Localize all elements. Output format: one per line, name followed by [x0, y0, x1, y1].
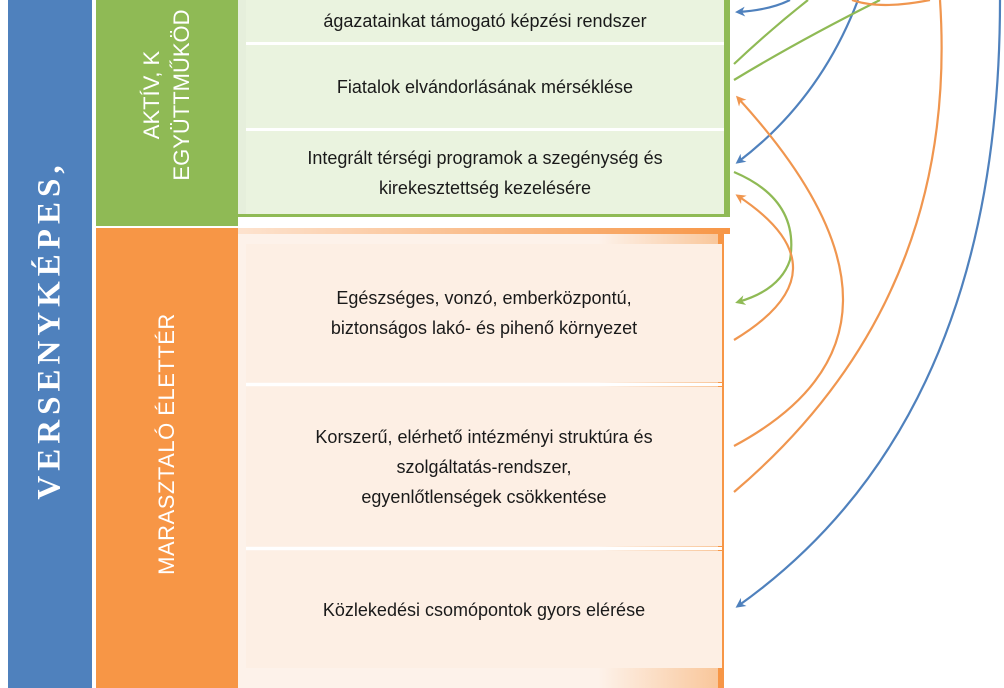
green-box-integrated-programs-line1: Integrált térségi programok a szegénység és — [307, 147, 663, 168]
green-box-youth-migration-text: Fiatalok elvándorlásának mérséklése — [336, 76, 634, 97]
blue-arrow-transport — [738, 0, 1000, 606]
orange-box-transport-text: Közlekedési csomópontok gyors elérése — [322, 599, 646, 620]
green-box-training-text: ágazatainkat támogató képzési rendszer — [323, 11, 647, 31]
green-arrow-upper-2 — [734, 0, 880, 80]
orange-arrow-living-to-integrated — [734, 196, 793, 340]
orange-arrow-top — [852, 0, 930, 5]
orange-box-living-environment-line1: Egészséges, vonzó, emberközpontú, — [336, 288, 632, 308]
orange-box-institutions-line2: szolgáltatás-rendszer, — [396, 456, 572, 477]
orange-box-institutions-line1: Korszerű, elérhető intézményi struktúra és — [315, 426, 653, 447]
blue-arrow-integrated — [738, 0, 858, 162]
orange-category-label: MARASZTALÓ ÉLETTÉR — [154, 313, 179, 576]
orange-arrow-institutions-to-youth — [734, 98, 843, 446]
orange-arrow-transport-up — [734, 0, 942, 492]
orange-box-living-environment-line2: biztonságos lakó- és pihenő környezet — [330, 318, 638, 338]
outer-category-label: VERSENYKÉPES, — [31, 160, 68, 500]
green-category-label-line2: EGYÜTTMŰKÖD — [169, 9, 194, 181]
blue-arrow-top — [738, 0, 790, 12]
green-category-label-line1: AKTÍV, K — [139, 50, 164, 140]
green-arrow-upper-1 — [734, 0, 808, 64]
green-box-integrated-programs-line2: kirekesztettség kezelésére — [378, 177, 592, 198]
orange-box-institutions-line3: egyenlőtlenségek csökkentése — [361, 486, 607, 507]
